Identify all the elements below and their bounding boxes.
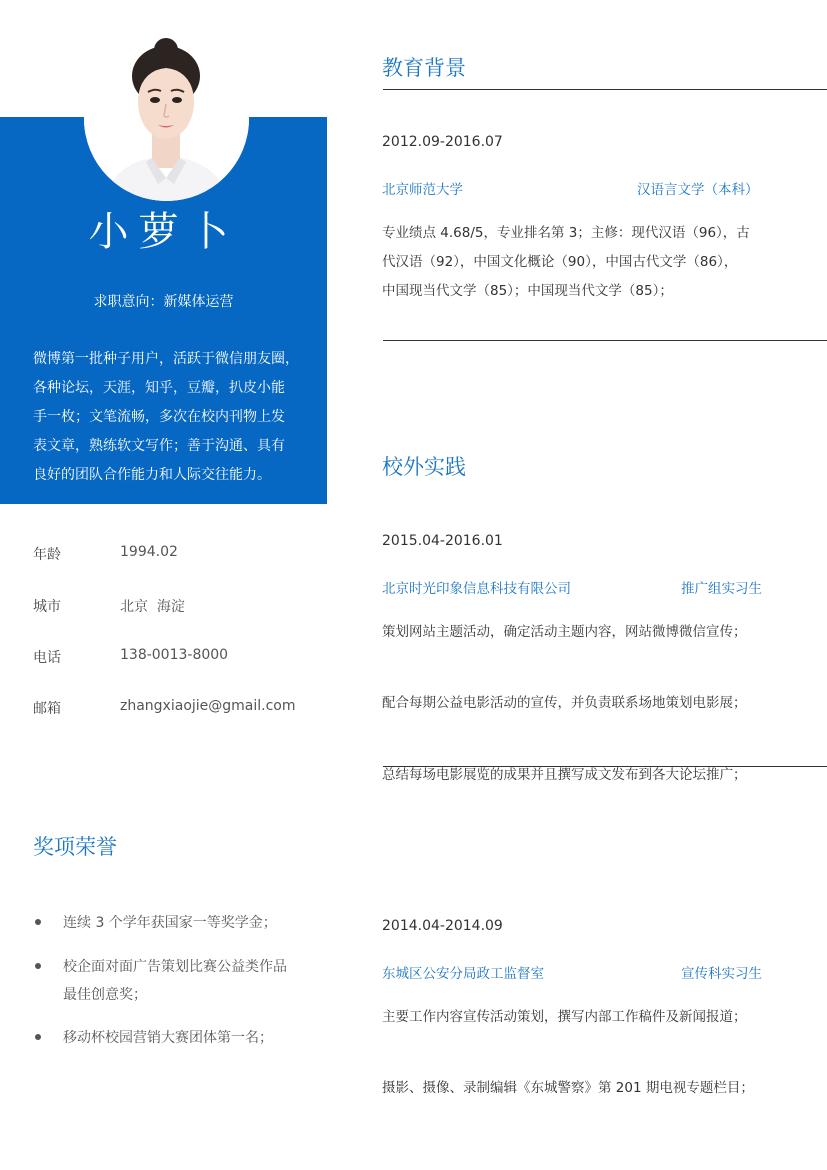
intro-line: 良好的团队合作能力和人际交往能力。 <box>33 467 271 483</box>
award-item: 连续 3 个学年获国家一等奖学金； <box>63 915 277 931</box>
email-label: 邮箱 <box>33 701 61 717</box>
school-name: 北京师范大学 <box>382 182 463 198</box>
portrait-photo <box>84 36 249 201</box>
age-value: 1994.02 <box>120 544 178 560</box>
candidate-name: 小萝卜 <box>88 209 239 255</box>
practice-date: 2015.04-2016.01 <box>382 533 503 549</box>
education-detail-line: 中国现当代文学（85）；中国现当代文学（85）； <box>382 283 673 299</box>
phone-value: 138-0013-8000 <box>120 647 229 663</box>
job-intent: 求职意向：新媒体运营 <box>93 294 234 310</box>
city-label: 城市 <box>33 599 61 615</box>
intro-line: 表文章，熟练软文写作；善于沟通、具有 <box>33 438 285 454</box>
company-name: 东城区公安分局政工监督室 <box>382 966 544 982</box>
job-role: 推广组实习生 <box>681 581 762 597</box>
phone-label: 电话 <box>33 650 61 666</box>
bullet-icon <box>35 963 41 969</box>
intro-line: 各种论坛，天涯，知乎，豆瓣，扒皮小能 <box>33 380 285 396</box>
city-value: 北京 海淀 <box>120 599 185 615</box>
intro-line: 手一枚；文笔流畅，多次在校内刊物上发 <box>33 409 285 425</box>
award-item-continued: 最佳创意奖； <box>63 987 147 1003</box>
divider <box>383 89 827 90</box>
practice-detail-line: 配合每期公益电影活动的宣传，并负责联系场地策划电影展； <box>382 695 747 711</box>
practice-detail-line: 策划网站主题活动，确定活动主题内容，网站微博微信宣传； <box>382 624 747 640</box>
education-title: 教育背景 <box>382 56 466 80</box>
email-value: zhangxiaojie@gmail.com <box>120 698 296 714</box>
major-name: 汉语言文学（本科） <box>637 182 759 198</box>
awards-title: 奖项荣誉 <box>33 835 117 859</box>
intro-line: 微博第一批种子用户，活跃于微信朋友圈， <box>33 351 299 367</box>
job-role: 宣传科实习生 <box>681 966 762 982</box>
age-label: 年龄 <box>33 547 61 563</box>
practice-detail-line: 主要工作内容宣传活动策划，撰写内部工作稿件及新闻报道； <box>382 1009 747 1025</box>
practice-detail-line: 总结每场电影展览的成果并且撰写成文发布到各大论坛推广； <box>382 767 747 783</box>
education-detail-line: 专业绩点 4.68/5，专业排名第 3；主修：现代汉语（96），古 <box>382 225 750 241</box>
award-item: 校企面对面广告策划比赛公益类作品 <box>63 959 287 975</box>
divider <box>383 340 827 341</box>
avatar <box>84 36 249 201</box>
education-date: 2012.09-2016.07 <box>382 134 503 150</box>
award-item: 移动杯校园营销大赛团体第一名； <box>63 1030 273 1046</box>
practice-detail-line: 摄影、摄像、录制编辑《东城警察》第 201 期电视专题栏目； <box>382 1080 754 1096</box>
company-name: 北京时光印象信息科技有限公司 <box>382 581 571 597</box>
bullet-icon <box>35 1034 41 1040</box>
bullet-icon <box>35 919 41 925</box>
practice-date: 2014.04-2014.09 <box>382 918 503 934</box>
education-detail-line: 代汉语（92），中国文化概论（90），中国古代文学（86）， <box>382 254 738 270</box>
practice-title: 校外实践 <box>382 455 466 479</box>
